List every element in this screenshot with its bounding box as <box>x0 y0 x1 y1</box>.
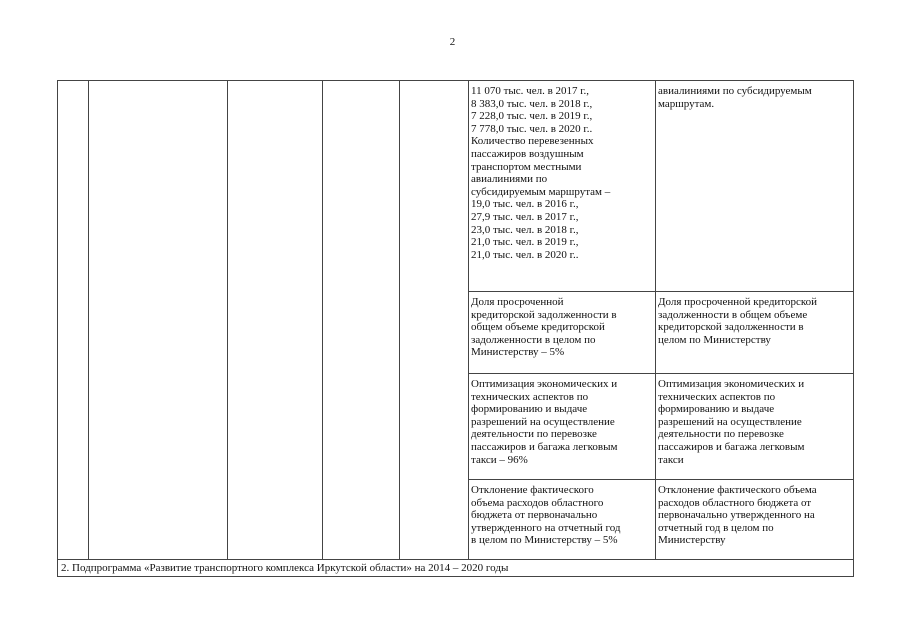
row-line <box>57 559 854 560</box>
indicator-name-cell: Оптимизация экономических и технических аспектов по формированию и выдаче разрешений на осуществление деятельности по перевозке пассажиров и багажа легковым такси <box>658 378 805 466</box>
column-line <box>399 80 400 559</box>
table <box>57 80 854 577</box>
column-line <box>655 80 656 559</box>
indicator-value-cell: Отклонение фактического объема расходов областного бюджета от первоначально утвержденного на отчетный год в целом по Министерству – 5% <box>471 484 621 547</box>
indicator-name-cell: авиалиниями по субсидируемым маршрутам. <box>658 85 812 110</box>
column-line <box>88 80 89 559</box>
column-line <box>227 80 228 559</box>
page-number: 2 <box>449 36 456 48</box>
subprogram-heading: 2. Подпрограмма «Развитие транспортного комплекса Иркутской области» на 2014 – 2020 годы <box>61 562 509 574</box>
table-border-top <box>57 80 854 81</box>
table-border-right <box>853 80 854 577</box>
row-line <box>468 373 854 374</box>
column-line <box>322 80 323 559</box>
row-line <box>468 291 854 292</box>
table-border-left <box>57 80 58 577</box>
table-border-bottom <box>57 576 854 577</box>
indicator-value-cell: 11 070 тыс. чел. в 2017 г., 8 383,0 тыс. чел. в 2018 г., 7 228,0 тыс. чел. в 2019 г., 7 778,0 тыс. чел. в 2020 г.. Количество перевезенных пассажиров воздушным транспортом местными авиалиниями по субсидируемым маршрутам – 19,0 тыс. чел. в 2016 г., 27,9 тыс. чел. в 2017 г., 23,0 тыс. чел. в 2018 г., 21,0 тыс. чел. в 2019 г., 21,0 тыс. чел. в 2020 г.. <box>471 85 611 261</box>
row-line <box>468 479 854 480</box>
indicator-name-cell: Отклонение фактического объема расходов областного бюджета от первоначально утвержденного на отчетный год в целом по Министерству <box>658 484 817 547</box>
indicator-value-cell: Доля просроченной кредиторской задолженности в общем объеме кредиторской задолженности в целом по Министерству – 5% <box>471 296 617 359</box>
column-line <box>468 80 469 559</box>
indicator-name-cell: Доля просроченной кредиторской задолженности в общем объеме кредиторской задолженности в целом по Министерству <box>658 296 818 346</box>
indicator-value-cell: Оптимизация экономических и технических аспектов по формированию и выдаче разрешений на осуществление деятельности по перевозке пассажиров и багажа легковым такси – 96% <box>471 378 618 466</box>
